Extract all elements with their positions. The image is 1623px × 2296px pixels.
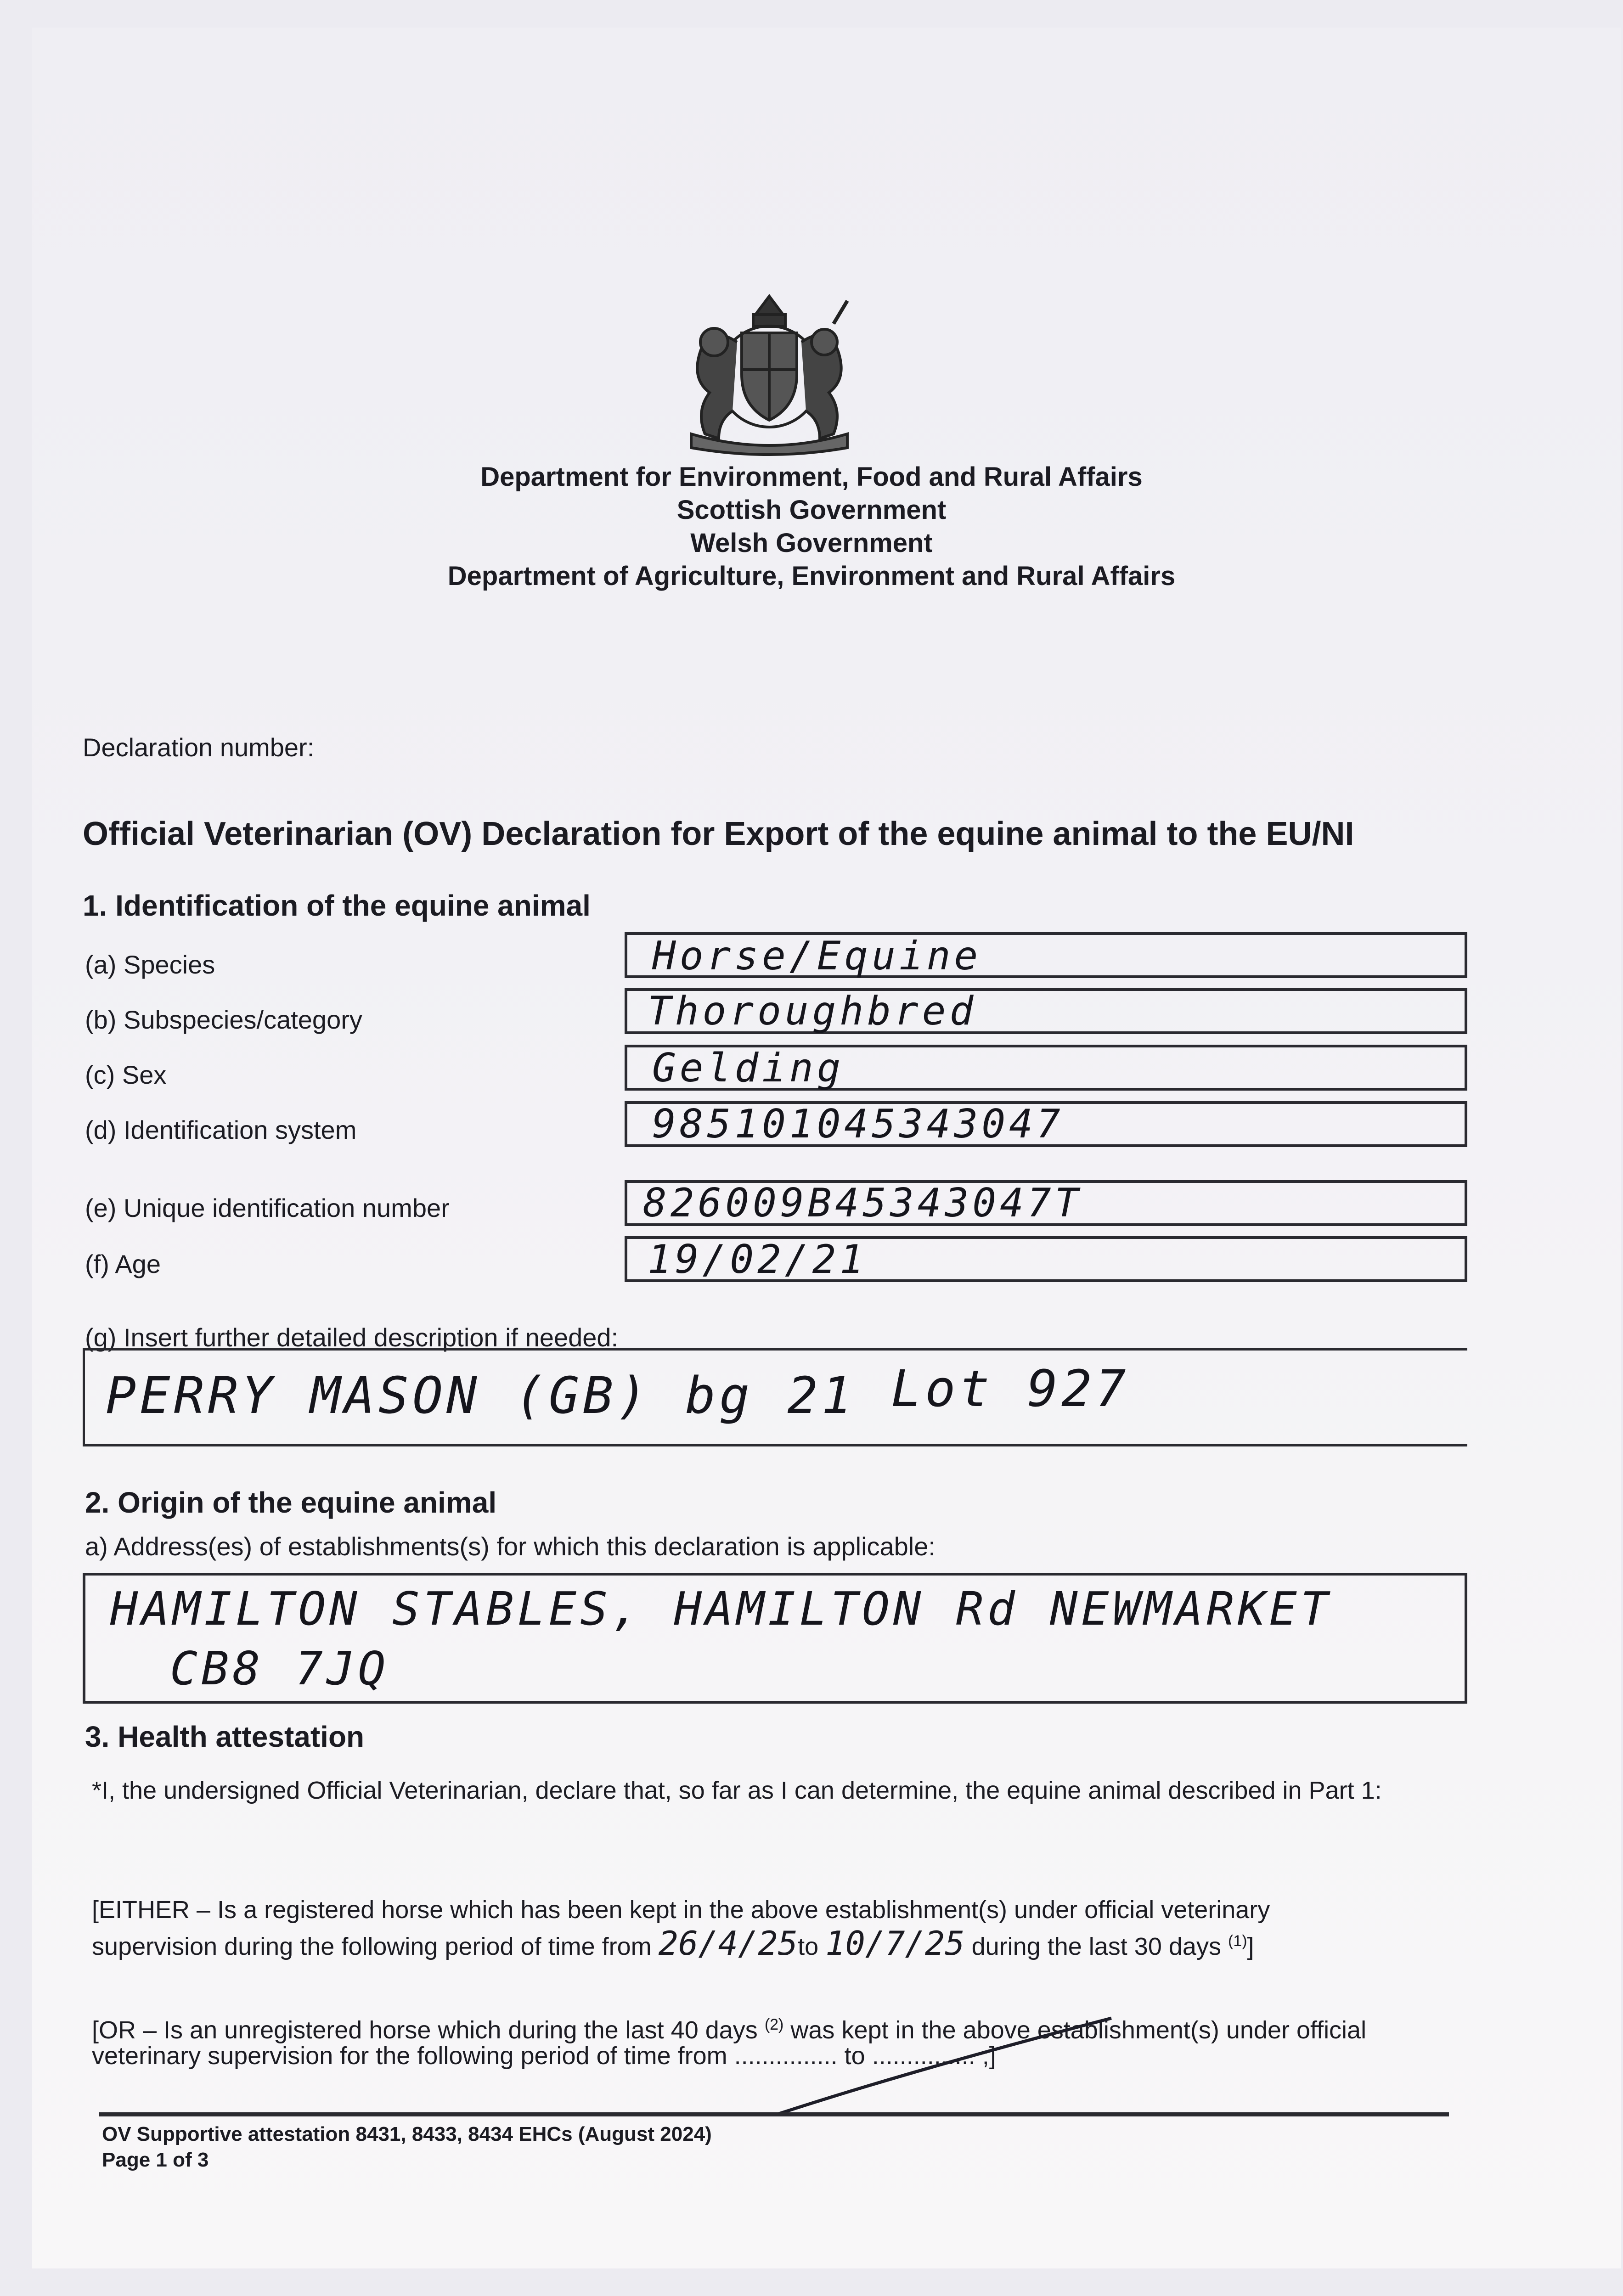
royal-coat-of-arms-icon	[668, 287, 870, 457]
identification-system-label: (d) Identification system	[85, 1115, 357, 1144]
either-suffix: during the last 30 days	[971, 1933, 1221, 1960]
either-to-date: 10/7/25	[825, 1924, 965, 1963]
subspecies-label: (b) Subspecies/category	[85, 1005, 362, 1034]
declaration-number-label: Declaration number:	[83, 733, 315, 762]
department-line-2: Scottish Government	[676, 495, 947, 525]
document-title: Official Veterinarian (OV) Declaration for Export of the equine animal to the EU/NI	[83, 816, 1354, 852]
either-clause-line-1: [EITHER – Is a registered horse which has been kept in the above establishment(s) under official veterinary	[92, 1896, 1270, 1924]
either-prefix: supervision during the following period of time from	[92, 1933, 652, 1960]
unique-id-value: 826009B45343047T	[643, 1180, 1082, 1226]
address-line-2: CB8 7JQ	[170, 1642, 389, 1695]
section1-heading: 1. Identification of the equine animal	[83, 889, 591, 922]
section3-heading: 3. Health attestation	[85, 1720, 365, 1753]
department-line-3: Welsh Government	[690, 528, 933, 558]
further-description-value: PERRY MASON (GB) bg 21	[106, 1366, 856, 1425]
health-attestation-intro: *I, the undersigned Official Veterinarian, declare that, so far as I can determine, the equine animal described in Part 1:	[92, 1777, 1382, 1804]
section2-heading: 2. Origin of the equine animal	[85, 1486, 497, 1519]
age-value: 19/02/21	[648, 1237, 868, 1283]
species-label: (a) Species	[85, 950, 215, 979]
unique-id-label: (e) Unique identification number	[85, 1193, 450, 1222]
footer-page-number: Page 1 of 3	[102, 2149, 209, 2171]
or-prefix: [OR – Is an unregistered horse which during the last 40 days	[92, 2016, 758, 2044]
either-footnote-ref: (1)	[1228, 1932, 1247, 1950]
lot-number-value: Lot 927	[891, 1359, 1130, 1418]
department-line-4: Department of Agriculture, Environment and Rural Affairs	[447, 561, 1176, 591]
either-to-word: to	[798, 1933, 819, 1960]
footer-rule	[99, 2112, 1449, 2116]
either-from-date: 26/4/25	[658, 1924, 798, 1963]
identification-system-value: 985101045343047	[652, 1101, 1064, 1147]
further-description-label: (g) Insert further detailed description if needed:	[85, 1323, 619, 1352]
either-close: ]	[1247, 1933, 1254, 1960]
sex-label: (c) Sex	[85, 1060, 167, 1089]
species-value: Horse/Equine	[652, 933, 982, 979]
subspecies-value: Thoroughbred	[648, 988, 977, 1034]
or-footnote-ref: (2)	[764, 2016, 784, 2033]
either-clause-line-2	[92, 1925, 1460, 1962]
or-suffix: was kept in the above establishment(s) under official	[790, 2016, 1367, 2044]
address-label: a) Address(es) of establishments(s) for which this declaration is applicable:	[85, 1532, 935, 1561]
address-line-1: HAMILTON STABLES, HAMILTON Rd NEWMARKET	[110, 1582, 1332, 1636]
age-label: (f) Age	[85, 1249, 161, 1278]
department-line-1: Department for Environment, Food and Rural Affairs	[480, 462, 1143, 492]
or-clause-line-2: veterinary supervision for the following period of time from ............... to ............... ;]	[92, 2042, 996, 2070]
sex-value: Gelding	[652, 1045, 845, 1091]
footer-attestation-ref: OV Supportive attestation 8431, 8433, 8434 EHCs (August 2024)	[102, 2123, 712, 2145]
strike-through-pen-mark	[772, 2011, 1121, 2122]
